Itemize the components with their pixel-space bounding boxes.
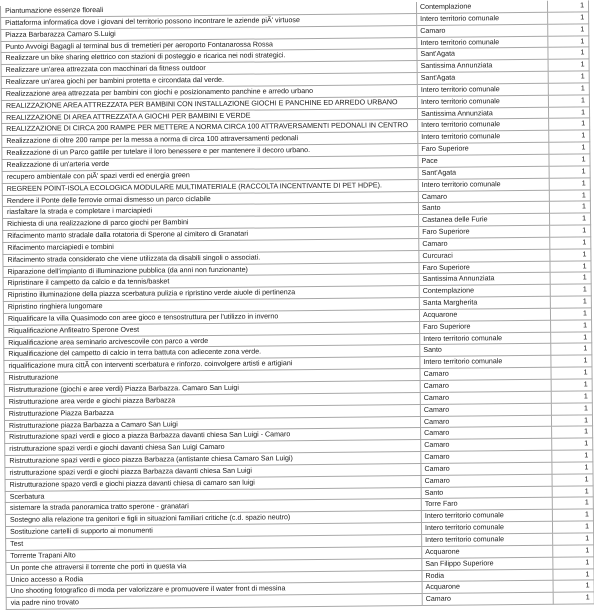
row-title: Realizzazione di un'arteria verde: [2, 155, 418, 171]
row-location: Camaro: [420, 391, 551, 404]
row-title: Realizzazione di un Parco gattile per tutelare il loro benessere e per mantenere il decoro urbano.: [2, 144, 418, 160]
row-title: Realizzazione area attrezzata per bambini con giochi e posizionamento panchine e arredo urbano: [1, 84, 417, 100]
row-title: Rifacimento manto stradale dalla rotatoria di Sperone al cimitero di Granatari: [3, 227, 419, 243]
row-location: Santo: [418, 202, 549, 215]
row-count: 1: [548, 106, 589, 118]
row-title: Sostegno alla relazione tra genitori e figli in situazioni familiari critiche (c.d. spazio neutro): [5, 511, 421, 527]
row-count: 1: [552, 485, 593, 497]
row-count: 1: [548, 71, 589, 83]
row-location: Camaro: [421, 474, 552, 487]
row-count: 1: [548, 12, 589, 24]
row-location: Intero territorio comunale: [421, 521, 552, 534]
row-title: Punto Avvoigi Bagagli al terminal bus di tremetieri per aeroporto Fontanarossa Rossa: [1, 37, 417, 53]
row-location: Camaro: [420, 403, 551, 416]
row-location: Camaro: [419, 237, 550, 250]
row-title: Richiesta di una realizzazione di parco giochi per Bambini: [3, 215, 419, 231]
row-location: Intero territorio comunale: [421, 510, 552, 523]
row-count: 1: [551, 403, 592, 415]
row-location: Camaro: [420, 415, 551, 428]
row-count: 1: [552, 474, 593, 486]
row-title: Realizzare un'area attrezzata con macchinari da fitness outdoor: [1, 61, 417, 77]
row-location: Contemplazione: [419, 284, 550, 297]
row-location: Santissima Annunziata: [417, 107, 548, 120]
row-count: 1: [552, 497, 593, 509]
row-count: 1: [552, 438, 593, 450]
row-location: Intero territorio comunale: [420, 332, 551, 345]
row-count: 1: [553, 533, 594, 545]
row-location: Camaro: [417, 24, 548, 37]
row-title: Scerbatura: [5, 487, 421, 503]
row-title: Ristrutturazione: [4, 369, 420, 385]
row-title: Piazza Barbarazza Camaro S.Luigi: [1, 25, 417, 41]
row-count: 1: [550, 272, 591, 284]
row-title: recupero ambientale con piÃ' spazi verdi ed energia green: [2, 167, 418, 183]
row-location: Faro Superiore: [420, 320, 551, 333]
row-title: Ristrutturazione spazi verdi e gioco piazza Barbazza (antistante chiesa Camaro San Luigi): [5, 452, 421, 468]
row-count: 1: [553, 568, 594, 580]
row-title: Test: [6, 534, 422, 550]
row-location: Contemplazione: [416, 1, 547, 14]
row-location: Intero territorio comunale: [422, 533, 553, 546]
row-location: Camaro: [421, 438, 552, 451]
row-location: Camaro: [420, 379, 551, 392]
row-title: REGREEN POINT-ISOLA ECOLOGICA MODULARE MULTIMATERIALE (RACCOLTA INCENTIVANTE DI PET HDPE).: [2, 179, 418, 195]
row-count: 1: [553, 545, 594, 557]
row-location: Santissima Annunziata: [417, 59, 548, 72]
row-location: Curcuraci: [419, 249, 550, 262]
row-count: 1: [547, 0, 588, 12]
row-title: REALIZZAZIONE DI AREA ATTREZZATA A GIOCHI PER BAMBINI E VERDE: [2, 108, 418, 124]
row-count: 1: [549, 166, 590, 178]
row-location: Sant'Agata: [418, 166, 549, 179]
row-title: Ripristino illuminazione della piazza scerbatura pulizia e ripristino verde aiuole di pertinenza: [3, 286, 419, 302]
row-title: REALIZZAZIONE AREA ATTREZZATA PER BAMBINI CON INSTALLAZIONE GIOCHI E PANCHINE ED ARREDO URBANO: [1, 96, 417, 112]
row-location: Camaro: [418, 190, 549, 203]
row-count: 1: [550, 260, 591, 272]
row-count: 1: [550, 249, 591, 261]
row-location: Intero territorio comunale: [417, 36, 548, 49]
row-location: Intero territorio comunale: [418, 178, 549, 191]
row-title: Riqualificazione Anfiteatro Sperone Ovest: [4, 321, 420, 337]
row-location: Intero territorio comunale: [418, 131, 549, 144]
row-count: 1: [550, 296, 591, 308]
row-title: Riqualificazione area seminario arcivescovile con parco a verde: [4, 333, 420, 349]
row-count: 1: [550, 308, 591, 320]
row-title: Ristrutturazione piazza Barbazza a Camaro San Luigi: [4, 416, 420, 432]
row-title: Piantumazione essenze floreali: [0, 2, 416, 17]
row-count: 1: [550, 225, 591, 237]
row-title: Sostituzione cartelli di supporto ai monumenti: [5, 523, 421, 539]
row-location: Intero territorio comunale: [418, 119, 549, 132]
row-count: 1: [548, 24, 589, 36]
row-count: 1: [548, 35, 589, 47]
row-count: 1: [551, 367, 592, 379]
row-location: Sant'Agata: [417, 48, 548, 61]
row-title: Piattaforma informatica dove i giovani del territorio possono incontrare le aziende piÃ' virtuose: [1, 13, 417, 29]
row-count: 1: [551, 355, 592, 367]
row-count: 1: [549, 189, 590, 201]
row-count: 1: [549, 177, 590, 189]
row-count: 1: [553, 592, 594, 604]
row-count: 1: [551, 391, 592, 403]
row-title: Riparazione dell'impianto di illuminazione pubblica (da anni non funzionante): [3, 262, 419, 278]
row-location: Faro Superiore: [418, 142, 549, 155]
row-title: riqualificazione mura cittÃ con interventi scerbatura e rinforzo. coinvolgere artisti e artigiani: [4, 357, 420, 373]
row-title: riasfaltare la strada e completare i marciapiedi: [2, 203, 418, 219]
row-location: Camaro: [421, 462, 552, 475]
row-count: 1: [548, 47, 589, 59]
row-location: Pace: [418, 154, 549, 167]
row-title: Un ponte che attraversi il torrente che porti in questa via: [6, 558, 422, 574]
row-count: 1: [549, 118, 590, 130]
row-title: Realizzare un bike sharing elettrico con stazioni di posteggio e ricarica nei nodi strategici.: [1, 49, 417, 65]
row-count: 1: [553, 580, 594, 592]
row-count: 1: [552, 462, 593, 474]
row-count: 1: [551, 343, 592, 355]
row-title: ristrutturazione spazi verdi e giochi davanti chiesa San Luigi Camaro: [5, 440, 421, 456]
row-location: Intero territorio comunale: [420, 356, 551, 369]
row-count: 1: [549, 201, 590, 213]
row-title: via padre nino trovato: [6, 594, 422, 610]
row-count: 1: [551, 414, 592, 426]
row-title: Ripristinare il campetto da calcio e da tennis/basket: [3, 274, 419, 290]
row-title: Ripristino ringhiera lungomare: [3, 298, 419, 314]
row-count: 1: [552, 521, 593, 533]
row-location: Faro Superiore: [419, 225, 550, 238]
row-location: Camaro: [421, 450, 552, 463]
row-title: Uno shooting fotografico di moda per valorizzare e promuovere il water front di messina: [6, 582, 422, 598]
row-count: 1: [552, 450, 593, 462]
row-title: ristrutturazione spazi verdi e giochi piazza Barbazza davanti chiesa San Luigi: [5, 463, 421, 479]
row-title: REALIZZAZIONE DI CIRCA 200 RAMPE PER METTERE A NORMA CIRCA 100 ATTRAVERSAMENTI PEDONALI IN CENTRO: [2, 120, 418, 136]
row-count: 1: [548, 59, 589, 71]
row-location: Santo: [421, 486, 552, 499]
row-title: Riqualificare la villa Quasimodo con aree gioco e tensostruttura per l'utilizzo in inverno: [3, 309, 419, 325]
row-location: Intero territorio comunale: [417, 83, 548, 96]
row-location: Santo: [420, 344, 551, 357]
row-count: 1: [549, 130, 590, 142]
row-title: Unico accesso a Rodia: [6, 570, 422, 586]
row-location: Santissima Annunziata: [419, 273, 550, 286]
row-title: sistemare la strada panoramica tratto sperone - granatari: [5, 499, 421, 515]
row-count: 1: [548, 83, 589, 95]
row-count: 1: [549, 154, 590, 166]
row-location: Acquarone: [422, 545, 553, 558]
row-title: Realizzare un'area giochi per bambini protetta e circondata dal verde.: [1, 73, 417, 89]
row-title: Ristrutturazione area verde e giochi piazza Barbazza: [4, 392, 420, 408]
row-location: Camaro: [420, 367, 551, 380]
row-title: Ristrutturazione spazo verdi e giochi piazza davanti chiesa di camaro san luigi: [5, 475, 421, 491]
row-location: Acquarone: [419, 308, 550, 321]
row-title: Ristrutturazione spazi verdi e gioco a piazza Barbazza davanti chiesa San Luigi - Camaro: [5, 428, 421, 444]
row-count: 1: [553, 556, 594, 568]
row-location: Intero territorio comunale: [417, 95, 548, 108]
row-title: Ristrutturazione Piazza Barbazza: [4, 404, 420, 420]
row-title: Ristrutturazione (giochi e aree verdi) Piazza Barbazza. Camaro San Luigi: [4, 380, 420, 396]
row-location: Torre Faro: [421, 498, 552, 511]
row-location: Camaro: [422, 592, 553, 605]
row-location: Sant'Agata: [417, 71, 548, 84]
row-count: 1: [550, 284, 591, 296]
row-count: 1: [550, 237, 591, 249]
row-count: 1: [550, 213, 591, 225]
row-title: Rifacimento strada considerato che viene utilizzata da disabili singoli o associati.: [3, 250, 419, 266]
row-count: 1: [551, 320, 592, 332]
row-title: Torrente Trapani Alto: [6, 546, 422, 562]
row-location: Castanea delle Furie: [419, 213, 550, 226]
row-count: 1: [551, 379, 592, 391]
row-title: Realizzazione di oltre 200 rampe per la messa a norma di circa 100 attraversamenti pedonali: [2, 132, 418, 148]
row-location: Santa Margherita: [419, 296, 550, 309]
row-location: Intero territorio comunale: [417, 12, 548, 25]
row-count: 1: [548, 95, 589, 107]
row-count: 1: [552, 509, 593, 521]
row-title: Riqualificazione del campetto di calcio in terra battuta con adiecente zona verde.: [4, 345, 420, 361]
row-location: Camaro: [421, 427, 552, 440]
row-count: 1: [551, 331, 592, 343]
row-title: Rendere il Ponte delle ferrovie ormai dismesso un parco ciclabile: [2, 191, 418, 207]
row-location: Acquarone: [422, 581, 553, 594]
row-location: Faro Superiore: [419, 261, 550, 274]
row-count: 1: [552, 426, 593, 438]
row-location: Rodia: [422, 569, 553, 582]
row-title: Rifacimento marciapiedi e tombini: [3, 238, 419, 254]
row-count: 1: [549, 142, 590, 154]
row-location: San Filippo Superiore: [422, 557, 553, 570]
